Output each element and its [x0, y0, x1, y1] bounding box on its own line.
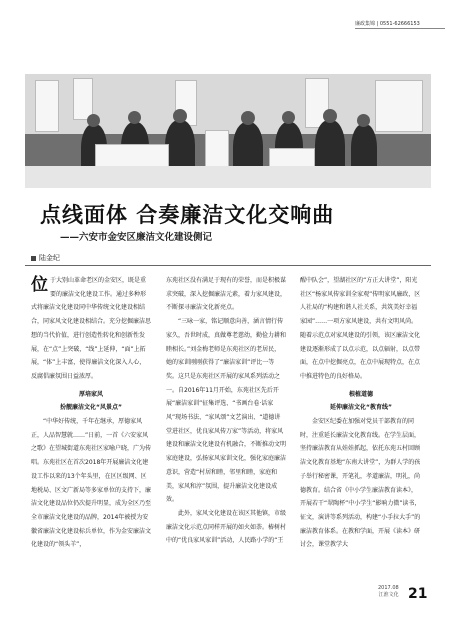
photo-person-head: [241, 111, 255, 125]
photo-person-head: [173, 109, 187, 123]
page-number: 21: [408, 586, 428, 602]
author-marker-icon: [31, 256, 36, 261]
header-rule: [355, 28, 445, 29]
text-column-1: [31, 274, 151, 552]
photo-person-head: [282, 111, 295, 124]
photo-table: [25, 166, 431, 188]
text-column-3: [300, 274, 422, 552]
photo-scroll: [35, 80, 59, 132]
section-heading: 根植道德: [348, 390, 373, 398]
photo-person-head: [128, 111, 141, 124]
paragraph: 金安区纪委在加强对党员干部教育的同时，注重延长廉洁文化教育线。在学生层面，坚持廉洁教育从娃娃抓起，依托东苑五村回顾洁文化教育基地“东南大讲堂”，为群人学的孩子举行秘密课，开笔礼，孝道廉洁，明礼，尚德教育。结合省《中小学生廉洁教育读本》，开展若干“翠陶杯”中小学生“影响力微”读书，征文，演讲等系列活动，构建“小手拉大手”的廉洁教育体系。在教和学面，开展《读本》研讨会，课堂教学大: [300, 418, 421, 549]
section-heading: 厚培家风: [78, 390, 103, 398]
photo-person-head: [87, 114, 100, 127]
article-title: 点线面体 合奏廉洁文化交响曲: [40, 202, 335, 227]
paragraph: “中华好传统，千年在继承，厚德家风正，人品智慧就……”日前，一首《六安家风之歌》在望城街道东苑社区家喻户晓，广为传唱。东苑社区在首次2018年开展廉洁文化建设工作以来的13个年头里，在区区级网、区地税局、区文广新局等多家单位的支持下，廉洁文化建设品位仍次提升明显，成为全区乃至全市廉洁文化建设的品牌，2014年被授为安徽省廉洁文化建设标兵单位，作为金安廉洁文化建设的“领头羊”，: [31, 418, 152, 549]
drop-cap: 位: [31, 275, 48, 295]
column-header: 廉政集锦 | 0551-62666153: [355, 21, 420, 27]
photo-person-head: [357, 114, 370, 127]
magazine-name: 江淮文化: [378, 592, 399, 598]
issue-date: 2017.08: [378, 585, 399, 591]
paragraph-text: 于大别山革命老区的金安区，既是重要的廉洁文化建设工作。通过多种形式将廉洁文化建设同中华传统文化建设相结合，同家风文化建设相结合。充分挖掘廉洁思想的当代价值，进行创造性转化和创新性发展，在“点”上突破，“线”上延伸，“面”上拓展，“体”上丰富，使得廉洁文化深入人心，反腐倡廉氛围日益浓厚。: [31, 277, 152, 380]
article-subtitle: ——六安市金安区廉洁文化建设侧记: [60, 232, 213, 243]
photo-scroll: [375, 80, 423, 132]
section-subheading: 延伸廉洁文化“教育线”: [330, 404, 392, 412]
title-divider: [25, 265, 431, 266]
footer-issue: [378, 585, 399, 599]
photo-person-head: [323, 109, 337, 123]
section-subheading: 扮靓廉洁文化“风景点”: [60, 404, 122, 412]
paragraph: 醒中队会”，望湖社区的“方正大讲堂”，阳光社区“杨家风传家训全家观”传明家风廉政，区人社局的“构建和谐人社关系，共筑美好幸福家园”……一项方家风建设，共有文明风尚。随着示范点对家风建设的引领，该区廉洁文化建设逐渐形成了以点示范，以点辐射，以点带面，在点中挖掘亮点，在点中展现特点，在点中推进特色的良好格局。: [300, 277, 421, 380]
event-photo: [25, 74, 431, 188]
author-line: [31, 253, 60, 263]
paragraph: [31, 274, 151, 384]
text-column-2: [166, 274, 286, 548]
paragraph: 此外，家风文化建设在该区其他镇，市级廉洁文化示范点同样开展的如火如荼。椿树村中的“优良家风家训”活动，人民路小学的“王: [166, 509, 287, 545]
paragraph: 东苑社区没有满足于现有的荣誉，而是积极谋求突破，深入挖掘廉洁元素，着力家风建设，不断探寻廉洁文化新亮点。: [166, 277, 287, 312]
paragraph: “三咏一家，铭记顺意向善，涵言情行传家久，吾世时成，真做尊老慈幼，勤俭力耕和睦相长。”刘金梅老师是东苑社区的老居民，她的家训刚刚获得了“廉洁家训”评比一等奖。这只是东苑社区开展的家风系列活动之一。自2016年11月开始，东苑社区先后开展“廉洁家训”征集评选、“书画台卷·话家风”现场书法、“家风颂”文艺演出、“道德讲堂进社区，优良家风传万家”等活动，将家风建设和廉洁文化建设有机融合，不断推动文明家庭建设，弘扬家风家训文化，强化家庭廉洁意识，营造“村居和睦，邻里和睦，家庭和美，家风和淳”氛围，提升廉洁文化建设成效。: [166, 318, 287, 504]
author-name: 陆金纪: [39, 254, 60, 262]
